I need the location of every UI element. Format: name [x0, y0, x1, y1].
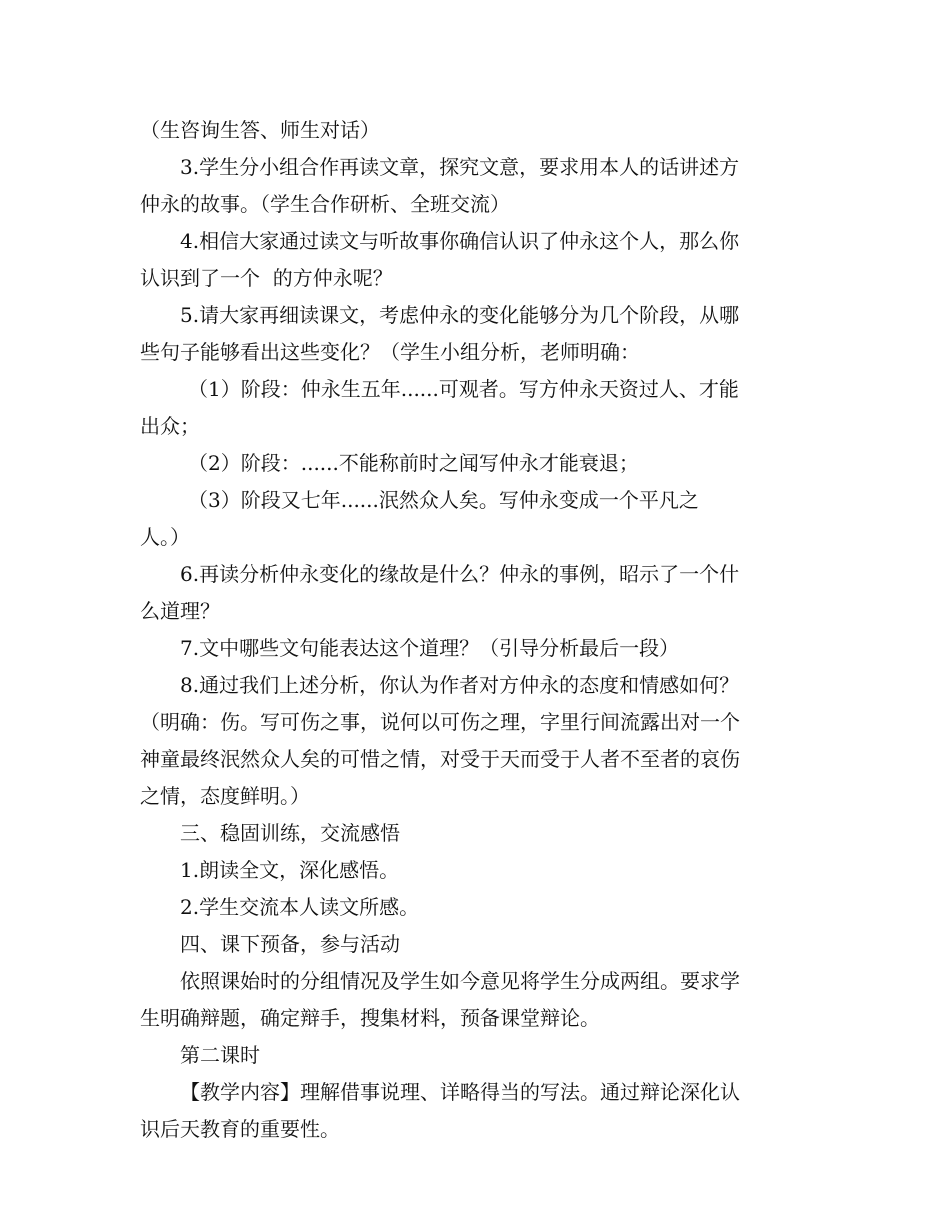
text-line: 出众；: [140, 414, 200, 438]
text-line: 5.请大家再细读课文，考虑仲永的变化能够分为几个阶段，从哪: [180, 303, 740, 327]
section-heading: 三、稳固训练，交流感悟: [180, 821, 400, 845]
text-line: 1.朗读全文，深化感悟。: [180, 858, 400, 882]
text-line: 2.学生交流本人读文所感。: [180, 895, 420, 919]
text-line: （明确：伤。写可伤之事，说何以可伤之理，字里行间流露出对一个: [140, 710, 740, 734]
text-line: 生明确辩题，确定辩手，搜集材料，预备课堂辩论。: [140, 1006, 600, 1030]
text-line: 仲永的故事。（学生合作研析、全班交流）: [140, 192, 510, 216]
text-line: 认识到了一个 的方仲永呢？: [140, 266, 393, 290]
text-line: 4.相信大家通过读文与听故事你确信认识了仲永这个人，那么你: [180, 229, 740, 253]
text-line: 3.学生分小组合作再读文章，探究文意，要求用本人的话讲述方: [180, 155, 740, 179]
section-heading: 第二课时: [180, 1043, 260, 1067]
text-line: 些句子能够看出这些变化？（学生小组分析，老师明确：: [140, 340, 640, 364]
text-line: 神童最终泯然众人矣的可惜之情，对受于天而受于人者不至者的哀伤: [140, 747, 740, 771]
text-line: （生咨询生答、师生对话）: [140, 118, 380, 142]
text-line: 人。）: [140, 525, 190, 549]
text-line: 依照课始时的分组情况及学生如今意见将学生分成两组。要求学: [180, 969, 740, 993]
text-line: （3）阶段又七年......泯然众人矣。写仲永变成一个平凡之: [188, 488, 699, 512]
text-line: 识后天教育的重要性。: [140, 1117, 340, 1141]
text-line: 7.文中哪些文句能表达这个道理？（引导分析最后一段）: [180, 636, 680, 660]
text-line: 8.通过我们上述分析，你认为作者对方仲永的态度和情感如何？: [180, 673, 740, 697]
text-line: （1）阶段：仲永生五年......可观者。写方仲永天资过人、才能: [188, 377, 739, 401]
text-line: 【教学内容】理解借事说理、详略得当的写法。通过辩论深化认: [180, 1080, 740, 1104]
section-heading: 四、课下预备，参与活动: [180, 932, 400, 956]
text-line: 6.再读分析仲永变化的缘故是什么？仲永的事例，昭示了一个什: [180, 562, 740, 586]
document-page: [140, 112, 812, 1148]
text-line: 么道理？: [140, 599, 220, 623]
text-line: （2）阶段：......不能称前时之闻写仲永才能衰退；: [188, 451, 639, 475]
text-line: 之情，态度鲜明。）: [140, 784, 310, 808]
